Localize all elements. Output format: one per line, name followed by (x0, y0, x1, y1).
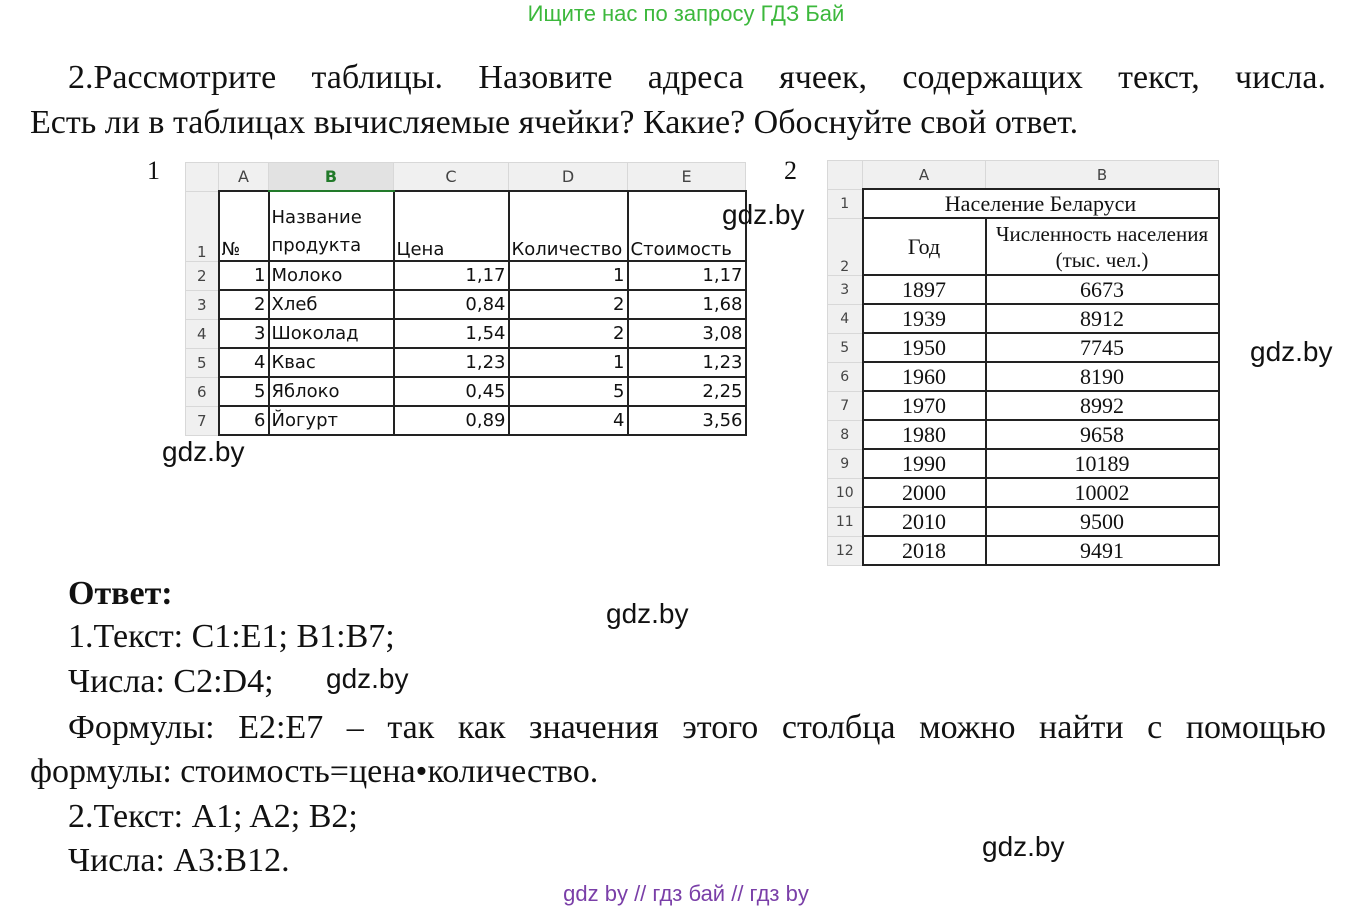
table-cell: 3 (219, 319, 269, 348)
column-header: D (509, 163, 628, 192)
row-number: 1 (186, 191, 219, 261)
table-row (186, 261, 746, 290)
footer-link[interactable]: gdz by // гдз бай // гдз by (563, 881, 809, 906)
row-number: 4 (186, 319, 219, 348)
table-row (828, 449, 1219, 478)
table-row (186, 406, 746, 435)
row-number: 8 (828, 420, 863, 449)
answer-line: Формулы: E2:E7 – так как значения этого столбца можно найти с помощью (68, 709, 1326, 746)
table-cell: 1980 (863, 420, 986, 449)
table-cell: Молоко (269, 261, 394, 290)
answer-line: 1.Текст: C1:E1; B1:B7; (68, 618, 395, 655)
table-row (828, 536, 1219, 565)
table-cell: 0,45 (394, 377, 509, 406)
row-number: 4 (828, 304, 863, 333)
table-cell: 2,25 (628, 377, 746, 406)
table-cell: 1,54 (394, 319, 509, 348)
answer-line: 2.Текст: A1; A2; B2; (68, 798, 358, 835)
table-cell: 7745 (986, 333, 1219, 362)
table-row (828, 304, 1219, 333)
row-number: 6 (828, 362, 863, 391)
products-table (185, 162, 747, 436)
table-row (828, 507, 1219, 536)
table-cell: 5 (509, 377, 628, 406)
table-cell: 1 (219, 261, 269, 290)
watermark: gdz.by (982, 831, 1065, 862)
column-header: A (863, 161, 986, 190)
header-cell: Количество (509, 191, 628, 261)
column-header: A (219, 163, 269, 192)
table-cell: 8190 (986, 362, 1219, 391)
table-cell: 2010 (863, 507, 986, 536)
row-number: 9 (828, 449, 863, 478)
row-number: 1 (828, 189, 863, 218)
table-cell: Яблоко (269, 377, 394, 406)
row-number: 2 (186, 261, 219, 290)
table-cell: 1 (509, 261, 628, 290)
table-cell: 1,17 (394, 261, 509, 290)
table-row (186, 377, 746, 406)
header-cell: № (219, 191, 269, 261)
table-cell: Йогурт (269, 406, 394, 435)
table-row (186, 290, 746, 319)
table-cell: 8992 (986, 391, 1219, 420)
table-row (186, 319, 746, 348)
table-cell: 1970 (863, 391, 986, 420)
table-cell: 1,23 (628, 348, 746, 377)
table-cell: 10189 (986, 449, 1219, 478)
header-cell: Стоимость (628, 191, 746, 261)
table-row (828, 420, 1219, 449)
row-number: 7 (828, 391, 863, 420)
table-cell: 1939 (863, 304, 986, 333)
table-cell: 2 (219, 290, 269, 319)
answer-line: формулы: стоимость=цена•количество. (30, 753, 599, 790)
row-number: 6 (186, 377, 219, 406)
header-cell: Название продукта (269, 191, 394, 261)
watermark: gdz.by (606, 598, 689, 629)
header-link[interactable]: Ищите нас по запросу ГДЗ Бай (527, 1, 845, 26)
table-cell: 1,17 (628, 261, 746, 290)
watermark: gdz.by (326, 663, 409, 694)
table-cell: 0,89 (394, 406, 509, 435)
row-number: 12 (828, 536, 863, 565)
watermark: gdz.by (1250, 336, 1333, 367)
row-number: 5 (828, 333, 863, 362)
row-number: 7 (186, 406, 219, 435)
row-number: 11 (828, 507, 863, 536)
table-title-cell: Население Беларуси (863, 189, 1219, 218)
table-cell: 8912 (986, 304, 1219, 333)
table-cell: 5 (219, 377, 269, 406)
table-cell: Хлеб (269, 290, 394, 319)
table-row (828, 333, 1219, 362)
table-row (828, 391, 1219, 420)
column-header (186, 163, 219, 192)
header-cell: Цена (394, 191, 509, 261)
table-cell: 1897 (863, 275, 986, 304)
table-cell: 1 (509, 348, 628, 377)
column-header: C (394, 163, 509, 192)
row-number: 10 (828, 478, 863, 507)
answer-title: Ответ: (68, 575, 173, 612)
column-header (828, 161, 863, 190)
row-number: 3 (828, 275, 863, 304)
table-cell: 6673 (986, 275, 1219, 304)
table-row (828, 362, 1219, 391)
header-cell: Год (863, 218, 986, 275)
question-line-1: 2.Рассмотрите таблицы. Назовите адреса ячеек, содержащих текст, числа. (68, 59, 1326, 96)
table-row (828, 275, 1219, 304)
row-number: 3 (186, 290, 219, 319)
table-cell: 1960 (863, 362, 986, 391)
table-cell: 3,08 (628, 319, 746, 348)
row-number: 5 (186, 348, 219, 377)
table-cell: 10002 (986, 478, 1219, 507)
answer-line: Числа: A3:B12. (68, 842, 290, 879)
table-cell: 2000 (863, 478, 986, 507)
table-cell: 1990 (863, 449, 986, 478)
column-header: E (628, 163, 746, 192)
table-cell: 9658 (986, 420, 1219, 449)
table-cell: Шоколад (269, 319, 394, 348)
table-cell: 2 (509, 290, 628, 319)
table-row (828, 478, 1219, 507)
table-cell: 9491 (986, 536, 1219, 565)
table-cell: 1950 (863, 333, 986, 362)
population-table (827, 160, 1220, 566)
row-number: 2 (828, 218, 863, 275)
table-cell: 9500 (986, 507, 1219, 536)
table-cell: 3,56 (628, 406, 746, 435)
table1-label: 1 (147, 156, 160, 185)
table-cell: 4 (509, 406, 628, 435)
table-cell: 4 (219, 348, 269, 377)
table-cell: 6 (219, 406, 269, 435)
question-line-2: Есть ли в таблицах вычисляемые ячейки? Какие? Обоснуйте свой ответ. (30, 104, 1079, 141)
header-cell: Численность населения (тыс. чел.) (986, 218, 1219, 275)
table-cell: 2018 (863, 536, 986, 565)
table-cell: 1,23 (394, 348, 509, 377)
watermark: gdz.by (722, 199, 805, 230)
table-cell: 1,68 (628, 290, 746, 319)
table-row (186, 348, 746, 377)
column-header: B (269, 163, 394, 192)
table2-label: 2 (784, 156, 797, 185)
watermark: gdz.by (162, 436, 245, 467)
column-header: B (986, 161, 1219, 190)
table-cell: 0,84 (394, 290, 509, 319)
table-cell: 2 (509, 319, 628, 348)
answer-line: Числа: C2:D4; (68, 663, 274, 700)
table-cell: Квас (269, 348, 394, 377)
